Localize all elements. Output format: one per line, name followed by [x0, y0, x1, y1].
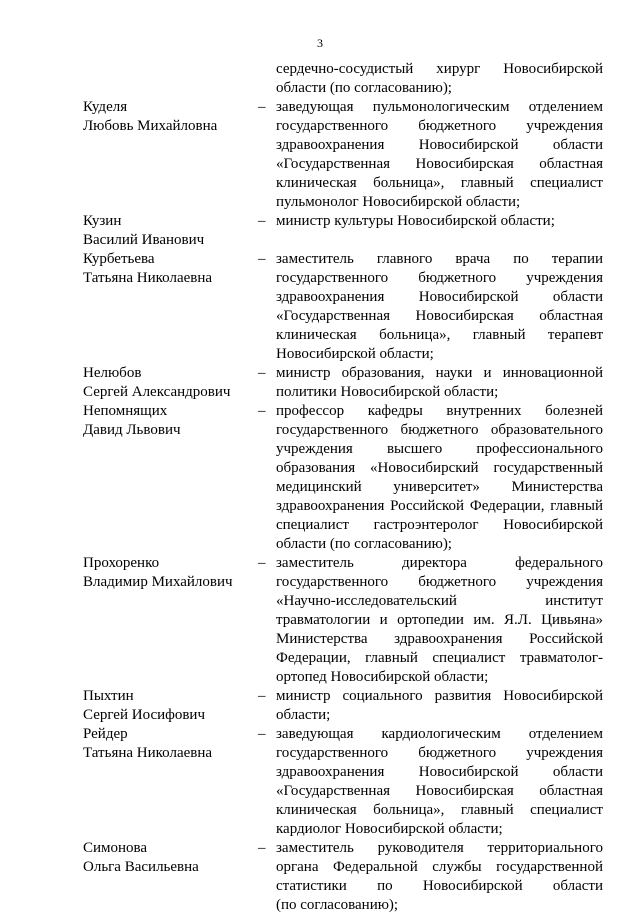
description-line: «Государственная Новосибирская областная — [276, 156, 603, 172]
description-line: клиническая больница», главный терапевт — [276, 327, 603, 343]
description-line: кардиолог Новосибирской области; — [276, 821, 503, 837]
description-line: «Государственная Новосибирская областная — [276, 783, 603, 799]
surname: Пыхтин — [83, 688, 134, 704]
description-line: (по согласованию); — [276, 897, 399, 913]
description-line: здравоохранения Новосибирской области — [276, 764, 603, 780]
surname: Кузин — [83, 213, 122, 229]
member-description — [276, 687, 603, 725]
member-description — [276, 554, 603, 687]
description-line: пульмонолог Новосибирской области; — [276, 194, 521, 210]
given-names: Владимир Михайлович — [83, 574, 233, 590]
description-line: учреждения высшего профессионального — [276, 441, 603, 457]
given-names: Давид Львович — [83, 422, 181, 438]
dash-separator: – — [258, 840, 266, 856]
description-line: министр культуры Новосибирской области; — [276, 213, 555, 229]
surname: Нелюбов — [83, 365, 142, 381]
description-line: сердечно-сосудистый хирург Новосибирской — [276, 61, 603, 77]
surname: Куделя — [83, 99, 128, 115]
description-line: ортопед Новосибирской области; — [276, 669, 489, 685]
member-description — [276, 364, 603, 402]
description-line: «Научно-исследовательский институт — [276, 593, 603, 609]
description-line: клиническая больница», главный специалист — [276, 175, 603, 191]
description-line: заместитель директора федерального — [276, 555, 603, 571]
member-entry — [83, 839, 603, 915]
member-name — [83, 250, 258, 364]
description-line: заведующая кардиологическим отделением — [276, 726, 603, 742]
dash-separator: – — [258, 726, 266, 742]
member-name — [83, 402, 258, 554]
member-description — [276, 402, 603, 554]
member-list — [83, 60, 603, 915]
member-entry — [83, 554, 603, 687]
member-name — [83, 364, 258, 402]
description-line: органа Федеральной службы государственной — [276, 859, 603, 875]
description-line: здравоохранения Новосибирской области — [276, 289, 603, 305]
member-name — [83, 839, 258, 915]
member-description — [276, 250, 603, 364]
page-number: 3 — [317, 36, 323, 50]
member-name — [83, 554, 258, 687]
member-name — [83, 60, 258, 98]
dash-separator: – — [258, 403, 266, 419]
description-line: статистики по Новосибирской области — [276, 878, 603, 894]
given-names: Ольга Васильевна — [83, 859, 199, 875]
given-names: Татьяна Николаевна — [83, 270, 213, 286]
member-entry — [83, 250, 603, 364]
description-line: государственного бюджетного учреждения — [276, 270, 603, 286]
description-line: заведующая пульмонологическим отделением — [276, 99, 603, 115]
member-description — [276, 212, 603, 250]
surname: Симонова — [83, 840, 148, 856]
member-entry — [83, 402, 603, 554]
description-line: клиническая больница», главный специалист — [276, 802, 603, 818]
member-entry — [83, 725, 603, 839]
surname: Курбетьева — [83, 251, 155, 267]
surname: Прохоренко — [83, 555, 160, 571]
member-entry — [83, 212, 603, 250]
dash-separator: – — [258, 555, 266, 571]
description-line: здравоохранения Новосибирской области — [276, 137, 603, 153]
continuation-row — [83, 60, 603, 98]
member-name — [83, 212, 258, 250]
description-line: государственного бюджетного учреждения — [276, 745, 603, 761]
description-line: заместитель главного врача по терапии — [276, 251, 603, 267]
description-line: государственного бюджетного учреждения — [276, 574, 603, 590]
description-line: министр социального развития Новосибирской — [276, 688, 603, 704]
description-line: области (по согласованию); — [276, 80, 452, 96]
dash-separator: – — [258, 365, 266, 381]
description-line: политики Новосибирской области; — [276, 384, 499, 400]
given-names: Любовь Михайловна — [83, 118, 218, 134]
description-line: министр образования, науки и инновационной — [276, 365, 603, 381]
description-line: «Государственная Новосибирская областная — [276, 308, 603, 324]
description-line: государственного бюджетного учреждения — [276, 118, 603, 134]
dash-separator: – — [258, 251, 266, 267]
member-description — [276, 60, 603, 98]
member-name — [83, 725, 258, 839]
given-names: Сергей Александрович — [83, 384, 231, 400]
surname: Рейдер — [83, 726, 128, 742]
member-description — [276, 725, 603, 839]
member-name — [83, 687, 258, 725]
dash-separator: – — [258, 99, 266, 115]
member-entry — [83, 98, 603, 212]
description-line: Министерства здравоохранения Российской — [276, 631, 603, 647]
member-description — [276, 839, 603, 915]
given-names: Татьяна Николаевна — [83, 745, 213, 761]
member-description — [276, 98, 603, 212]
description-line: образования «Новосибирский государственный — [276, 460, 603, 476]
description-line: области; — [276, 707, 331, 723]
member-entry — [83, 364, 603, 402]
description-line: специалист гастроэнтеролог Новосибирской — [276, 517, 603, 533]
surname: Непомнящих — [83, 403, 168, 419]
member-entry — [83, 687, 603, 725]
dash-separator: – — [258, 688, 266, 704]
description-line: области (по согласованию); — [276, 536, 452, 552]
description-line: заместитель руководителя территориального — [276, 840, 603, 856]
description-line: государственного бюджетного образовательного — [276, 422, 603, 438]
description-line: профессор кафедры внутренних болезней — [276, 403, 603, 419]
description-line: здравоохранения Российской Федерации, главный — [276, 498, 603, 514]
member-name — [83, 98, 258, 212]
given-names: Сергей Иосифович — [83, 707, 205, 723]
description-line: травматологии и ортопедии им. Я.Л. Цивьяна» — [276, 612, 603, 628]
given-names: Василий Иванович — [83, 232, 205, 248]
description-line: Новосибирской области; — [276, 346, 434, 362]
description-line: медицинский университет» Министерства — [276, 479, 603, 495]
description-line: Федерации, главный специалист травматолог- — [276, 650, 603, 666]
dash-separator: – — [258, 213, 266, 229]
